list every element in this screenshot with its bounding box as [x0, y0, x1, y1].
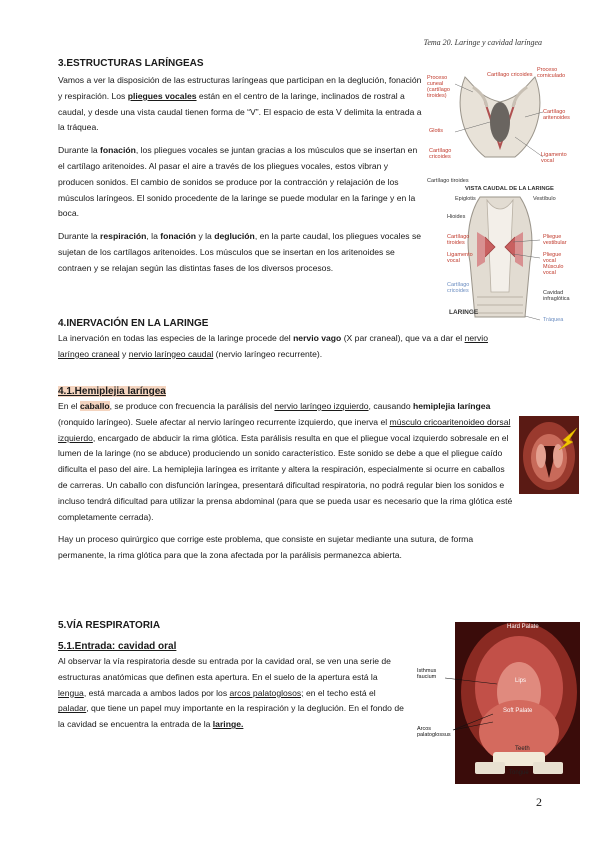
- label-cartilago-aritenoides: Cartílago aritenoides: [543, 109, 570, 121]
- term-paladar: paladar: [58, 703, 87, 714]
- oral-cavity-figure: [415, 622, 580, 784]
- s5-paragraph-1: Al observar la vía respiratoria desde su entrada por la cavidad oral, se ven una serie de estructuras anatómicas que definen esta apertura. En el suelo de la apertura está la lengua, está marcada a ambos lados por los arcos palatoglosos; en el techo está el paladar, que tiene un papel muy importante en la respiración y la deglución. En el fondo de la cavidad se encuentra la entrada de la laringe.: [58, 656, 404, 730]
- label-cartilago-tiroides-2: Cartílago tiroides: [447, 234, 470, 246]
- label-cartilago-cricoides-2: Cartílago cricoides: [447, 282, 470, 294]
- label-isthmus-faucium: Isthmus faucium: [417, 668, 437, 680]
- figure-title-laringe: LARINGE: [449, 309, 479, 316]
- term-arcos-palatoglosos: arcos palatoglosos;: [229, 687, 304, 698]
- term-hemiplejia-laringea: hemiplejia laríngea: [412, 401, 491, 411]
- label-cartilago-tiroides: Cartílago tiroides: [427, 178, 469, 184]
- term-pliegues-vocales: pliegues vocales: [127, 90, 197, 101]
- label-musculo-vocal: Músculo vocal: [543, 264, 564, 276]
- section-4: [58, 318, 518, 363]
- label-proceso-cuneal: Proceso cuneal (cartílago tiroides): [427, 75, 450, 99]
- larynx-figure: [425, 62, 575, 330]
- label-hioides: Hioides: [447, 214, 466, 220]
- label-cartilago-cricoides-top: Cartílago cricoides: [487, 72, 533, 78]
- label-lips: Lips: [515, 678, 527, 684]
- term-fonacion: fonación: [100, 145, 136, 156]
- label-arcos-palatoglossus: Arcos palatoglossus: [417, 726, 451, 738]
- term-nervio-laringeo-craneal: nervio laríngeo craneal: [58, 333, 488, 359]
- section-4-title: 4.INERVACIÓN EN LA LARINGE: [58, 318, 209, 329]
- page-header: Tema 20. Laringe y cavidad laríngea: [423, 38, 542, 47]
- label-cavidad-infraglotica: Cavidad infraglótica: [543, 290, 570, 302]
- endoscopy-photo: [519, 416, 579, 494]
- label-proceso-corniculado: Proceso corniculado: [537, 67, 566, 79]
- larynx-endoscopy-image: [519, 416, 579, 494]
- term-laringe: laringe.: [212, 719, 244, 730]
- label-teeth: Teeth: [515, 746, 530, 752]
- term-lengua: lengua: [58, 687, 84, 698]
- label-epiglotis: Epiglotis: [455, 196, 476, 202]
- label-vestibulo: Vestíbulo: [533, 196, 556, 202]
- label-soft-palate: Soft Palate: [503, 708, 533, 714]
- oral-cavity-image: [415, 622, 580, 784]
- figure-title-vista-caudal: VISTA CAUDAL DE LA LARINGE: [465, 186, 554, 192]
- label-cartilago-cricoides: Cartílago cricoides: [429, 148, 452, 160]
- term-nervio-laringeo-caudal: nervio laríngeo caudal: [128, 348, 214, 359]
- term-caballo: caballo: [79, 401, 110, 411]
- label-tongue: Tongue: [509, 770, 529, 776]
- label-hard-palate: Hard Palate: [507, 624, 539, 630]
- section-4-1-title: 4.1.Hemiplejia laríngea: [58, 386, 166, 397]
- s4-paragraph-1: La inervación en todas las especies de la laringe procede del nervio vago (X par craneal), que va a dar el nervio laríngeo craneal y nervio laríngeo caudal (nervio laríngeo recurrente).: [58, 333, 488, 359]
- s41-paragraph-2: Hay un proceso quirúrgico que corrige este problema, que consiste en sujetar mediante una sutura, de forma permanente, la rima glótica para que la zona afectada por la parálisis permanezca abierta.: [58, 534, 474, 561]
- term-nervio-vago: nervio vago: [293, 333, 342, 343]
- label-ligamento-vocal: Ligamento vocal: [541, 152, 567, 164]
- section-4-1: [58, 386, 516, 564]
- section-3-title: 3.ESTRUCTURAS LARÍNGEAS: [58, 58, 204, 69]
- section-3: [58, 58, 423, 277]
- section-5: [58, 620, 408, 733]
- label-glotis: Glotis: [429, 128, 444, 134]
- label-traquea: Tráquea: [543, 317, 564, 323]
- section-5-1-title: 5.1.Entrada: cavidad oral: [58, 641, 177, 652]
- label-pliegue-vocal: Pliegue vocal: [543, 252, 562, 264]
- s3-paragraph-2: Durante la fonación, los pliegues vocales se juntan gracias a los músculos que se insertan en el cartílago aritenoides. Al pasar el aire a través de los pliegues vocales, estos vibran y producen sonidos. El cambio de sonidos se produce por la contracción y relajación de los músculos laríngeos. El sonido procedente de la laringe se puede modular en la faringe y en la boca.: [58, 145, 418, 219]
- term-nervio-laringeo-izquierdo: nervio laríngeo izquierdo: [274, 401, 369, 411]
- s3-paragraph-1: Vamos a ver la disposición de las estructuras laríngeas que participan en la deglución, fonación y respiración. Los pliegues vocales están en el centro de la laringe, inclinados de rostral a caudal, y desde una vista caudal tienen forma de “V”. El espacio de esta V delimita la entrada a la tráquea.: [58, 75, 422, 133]
- label-ligamento-vocal-2: Ligamento vocal: [447, 252, 473, 264]
- section-5-title: 5.VÍA RESPIRATORIA: [58, 620, 161, 631]
- term-musculo-cricoaritenoideo: músculo cricoaritenoideo dorsal izquierdo: [58, 416, 511, 443]
- s41-paragraph-1: En el caballo, se produce con frecuencia la parálisis del nervio laríngeo izquierdo, causando hemiplejia laríngea (ronquido laríngeo). Suele afectar al nervio laríngeo recurrente izquierdo, que inerva el músculo cricoaritenoideo dorsal izquierdo, encargado de abducir la rima glótica. Esta parálisis resulta en que el pliegue vocal izquierdo sobresale en el lumen de la laringe (no se abduce) produciendo un sonido característico. Este sonido se debe a que el pliegue caído dificulta el paso del aire. La hemiplejia laríngea es irritante y altera la respiración, especialmente si ocurre en caballos de carreras. Un caballo con disfunción laríngea, presentará dificultad respiratoria, no podrá regular bien los sonidos e incluso tendrá dificultad para utilizar la prensa abdominal (para que se pueda usar es necesario que la rima glótica esté completamente cerrada).: [58, 401, 513, 522]
- page-number: 2: [536, 795, 542, 809]
- label-pliegue-vestibular: Pliegue vestibular: [543, 234, 567, 246]
- s3-paragraph-3: Durante la respiración, la fonación y la deglución, en la parte caudal, los pliegues vocales se sujetan de los cartílagos aritenoides. Los músculos que se insertan en los aritenoides se contraen y se relajan según las distintas fases de los diversos procesos.: [58, 231, 422, 273]
